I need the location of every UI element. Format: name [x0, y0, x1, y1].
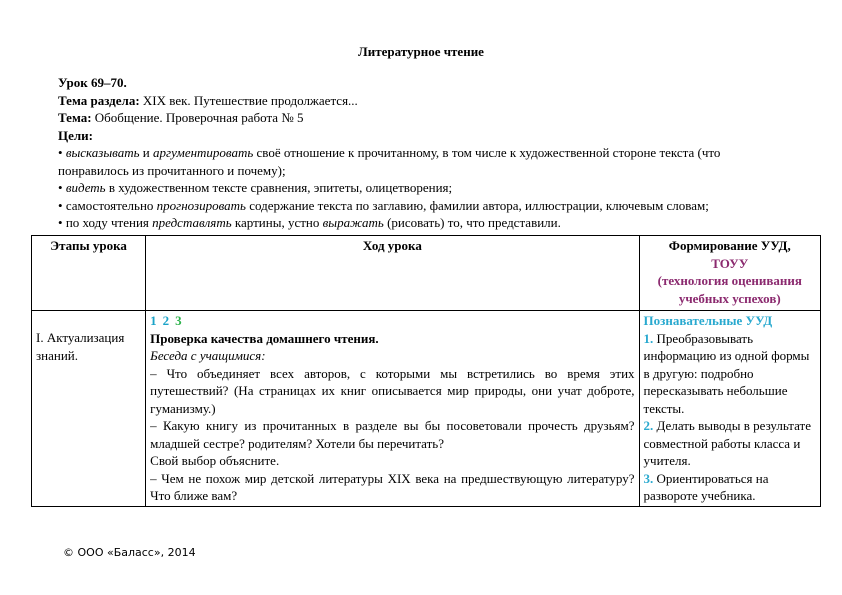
goal-item [58, 214, 778, 232]
table-header-row [32, 236, 821, 311]
touu-label: ТОУУ [711, 255, 749, 271]
question: Свой выбор объясните. [150, 453, 280, 468]
touu-description: (технология оценивания учебных успехов) [657, 273, 802, 306]
lesson-table [31, 235, 821, 507]
goal-text: самостоятельно [65, 197, 157, 213]
goal-verb: прогнозировать [156, 197, 246, 213]
goal-text: (рисовать) то, что представили. [383, 215, 561, 230]
uud-item-text: Преобразовывать информацию из одной формы в другую: подробно пересказывать небольшие тексты. [643, 330, 810, 416]
goal-text: своё отношение к прочитанному, в том числе к художественной стороне текста (что понравилось из прочитанного и почему); [58, 145, 721, 178]
task-title: Проверка качества домашнего чтения. [150, 330, 379, 346]
bullet-icon: • [58, 145, 63, 160]
copyright-footer: © ООО «Баласс», 2014 [63, 546, 196, 559]
goal-text: и [139, 145, 153, 160]
goal-text: картины, устно [231, 215, 323, 230]
question: – Что объединяет всех авторов, с которыми мы встретились во время этих путешествий? (На страницах их книг описывается мир природы, они учат доброте, гуманизму.) [150, 365, 635, 416]
section-label: Тема раздела: [58, 92, 140, 108]
task-subtitle: Беседа с учащимися: [150, 348, 266, 363]
uud-item [644, 330, 816, 418]
uud-item-number: 2. [643, 418, 654, 433]
question: – Чем не похож мир детской литературы XIX века на предшествующую литературу? Что ближе вам? [150, 470, 635, 503]
goal-verb: видеть [65, 180, 106, 195]
process-header: Ход урока [146, 236, 639, 311]
number-3: 3 [175, 313, 182, 328]
uud-item [644, 470, 816, 505]
uud-cell [639, 311, 820, 507]
uud-item-text: Делать выводы в результате совместной работы класса и учителя. [643, 418, 812, 468]
goal-item [58, 144, 778, 179]
bullet-icon: • [58, 180, 63, 195]
uud-item-number: 1. [643, 330, 654, 346]
topic-line [58, 109, 778, 127]
bullet-icon: • [58, 197, 63, 213]
topic-value: Обобщение. Проверочная работа № 5 [91, 110, 304, 125]
uud-title: Познавательные УУД [643, 313, 773, 328]
uud-header-title: Формирование УУД, [668, 238, 791, 253]
goal-text: содержание текста по заглавию, фамилии автора, иллюстрации, ключевым словам; [245, 197, 709, 213]
number-2: 2 [162, 313, 170, 328]
table-row [32, 311, 821, 507]
topic-label: Тема: [58, 110, 92, 125]
uud-item-text: Ориентироваться на развороте учебника. [643, 470, 769, 503]
goal-verb: аргументировать [153, 145, 254, 160]
stage-cell: I. Актуализация знаний. [32, 311, 146, 507]
goals-label: Цели: [58, 127, 93, 143]
lesson-header [58, 74, 778, 232]
section-value: XIX век. Путешествие продолжается... [139, 92, 358, 108]
uud-item-number: 3. [643, 470, 654, 486]
goal-verb: представлять [152, 215, 232, 230]
document-title: Литературное чтение [358, 44, 484, 59]
goal-text: в художественном тексте сравнения, эпитеты, олицетворения; [105, 180, 453, 195]
question: – Какую книгу из прочитанных в разделе вы бы посоветовали прочесть друзьям? младшей сестре? родителям? Хотели бы перечитать? [150, 418, 635, 451]
uud-header [639, 236, 820, 311]
lesson-number: Урок 69–70. [58, 75, 127, 90]
goal-text: по ходу чтения [65, 215, 153, 230]
number-1: 1 [150, 313, 157, 328]
goal-item [58, 197, 778, 215]
goal-verb: высказывать [65, 145, 140, 160]
stages-header: Этапы урока [32, 236, 146, 311]
uud-item [644, 417, 816, 470]
process-cell [146, 311, 639, 507]
goal-item [58, 179, 778, 197]
section-line [58, 92, 778, 110]
stage-numbers [150, 312, 634, 330]
bullet-icon: • [58, 215, 63, 230]
goal-verb: выражать [322, 215, 384, 230]
